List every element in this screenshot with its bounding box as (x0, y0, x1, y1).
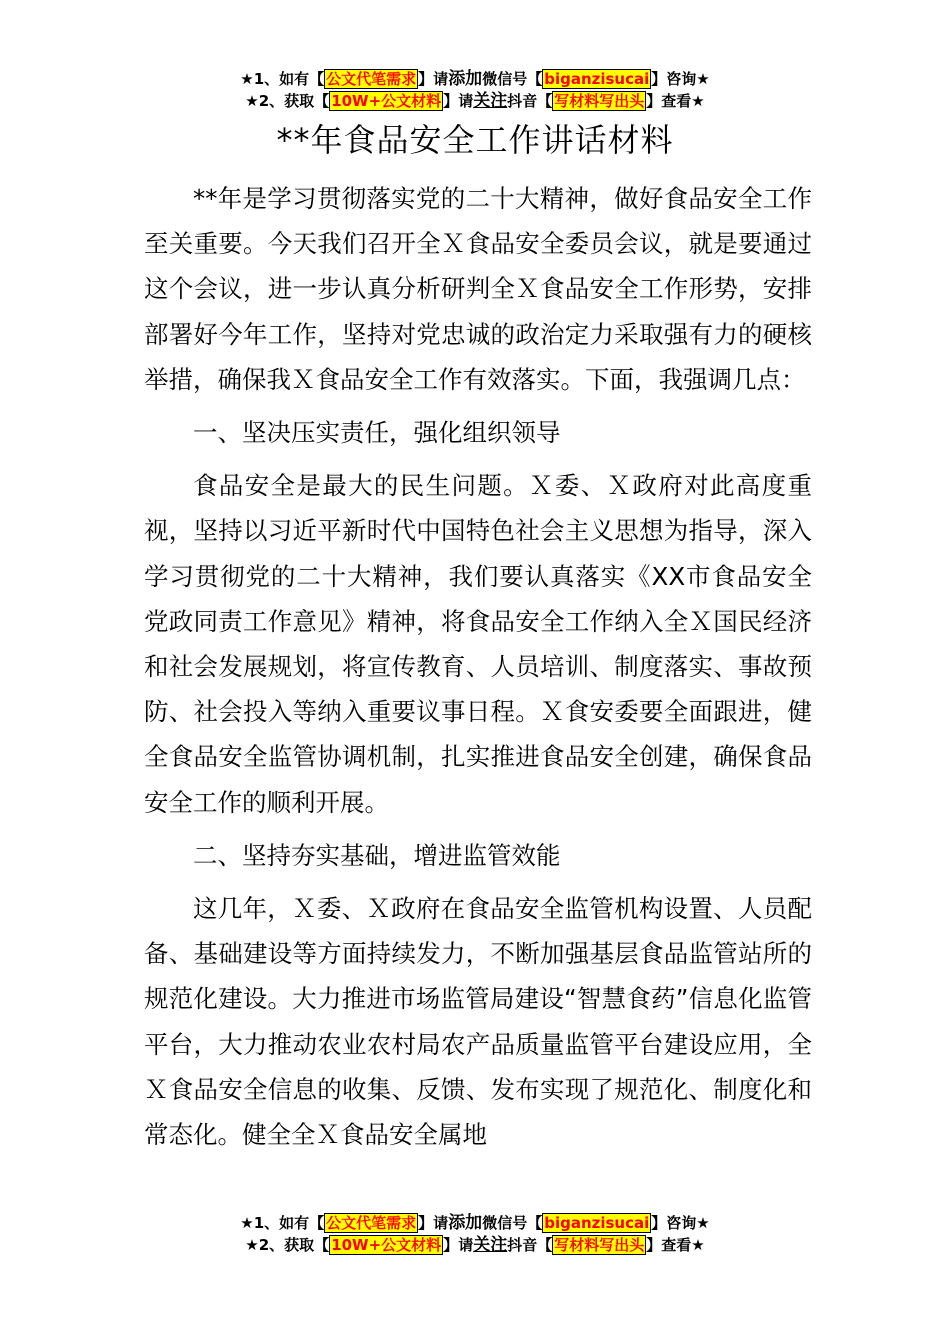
document-body (144, 176, 812, 1157)
paragraph-intro: **年是学习贯彻落实党的二十大精神，做好食品安全工作至关重要。今天我们召开全Ｘ食品安全委员会议，就是要通过这个会议，进一步认真分析研判全Ｘ食品安全工作形势，安排部署好今年工作，坚持对党忠诚的政治定力采取强有力的硬核举措，确保我Ｘ食品安全工作有效落实。下面，我强调几点： (144, 184, 812, 394)
banner-text: ★2、获取【 (245, 92, 330, 110)
banner-emphasis: 添加 (448, 1213, 483, 1233)
highlight-wechat-id: biganzisucai (544, 70, 650, 88)
banner-text: 抖音【 (507, 92, 553, 110)
highlight-materials: 10W+公文材料 (331, 92, 442, 110)
document-title: **年食品安全工作讲话材料 (276, 121, 674, 159)
banner-text: ★1、如有【 (240, 1214, 325, 1232)
banner-line-1 (0, 1212, 950, 1234)
banner-text: 】请 (418, 1214, 449, 1232)
highlight-service: 公文代笔需求 (326, 1214, 417, 1232)
banner-text: ★2、获取【 (245, 1236, 330, 1254)
banner-line-2 (0, 1234, 950, 1256)
banner-line-2 (0, 90, 950, 112)
banner-text: 】咨询★ (651, 1214, 710, 1232)
banner-emphasis: 添加 (448, 69, 483, 89)
header-banner (0, 68, 950, 112)
highlight-materials: 10W+公文材料 (331, 1236, 442, 1254)
banner-text: 抖音【 (507, 1236, 553, 1254)
banner-emphasis: 关注 (473, 91, 508, 111)
highlight-douyin-id: 写材料写出头 (554, 1236, 645, 1254)
banner-text: 】请 (418, 70, 449, 88)
banner-text: 微信号【 (482, 70, 543, 88)
banner-text: 】查看★ (646, 1236, 705, 1254)
banner-text: 微信号【 (482, 1214, 543, 1232)
banner-text: 】咨询★ (651, 70, 710, 88)
banner-text: 】请 (443, 92, 474, 110)
highlight-wechat-id: biganzisucai (544, 1214, 650, 1232)
highlight-douyin-id: 写材料写出头 (554, 92, 645, 110)
footer-banner (0, 1212, 950, 1256)
section-heading-2: 二、坚持夯实基础，增进监管效能 (193, 840, 561, 870)
paragraph-section-2: 这几年，Ｘ委、Ｘ政府在食品安全监管机构设置、人员配备、基础建设等方面持续发力，不断加强基层食品监管站所的规范化建设。大力推进市场监管局建设“智慧食药”信息化监管平台，大力推动农业农村局农产品质量监管平台建设应用，全Ｘ食品安全信息的收集、反馈、发布实现了规范化、制度化和常态化。健全全Ｘ食品安全属地 (144, 894, 812, 1150)
section-heading-1: 一、坚决压实责任，强化组织领导 (193, 418, 561, 448)
highlight-service: 公文代笔需求 (326, 70, 417, 88)
banner-text: 】请 (443, 1236, 474, 1254)
paragraph-section-1: 食品安全是最大的民生问题。Ｘ委、Ｘ政府对此高度重视，坚持以习近平新时代中国特色社会主义思想为指导，深入学习贯彻党的二十大精神，我们要认真落实《XX市食品安全党政同责工作意见》精神，将食品安全工作纳入全Ｘ国民经济和社会发展规划，将宣传教育、人员培训、制度落实、事故预防、社会投入等纳入重要议事日程。Ｘ食安委要全面跟进，健全食品安全监管协调机制，扎实推进食品安全创建，确保食品安全工作的顺利开展。 (144, 471, 812, 817)
banner-emphasis: 关注 (473, 1235, 508, 1255)
banner-line-1 (0, 68, 950, 90)
banner-text: ★1、如有【 (240, 70, 325, 88)
banner-text: 】查看★ (646, 92, 705, 110)
